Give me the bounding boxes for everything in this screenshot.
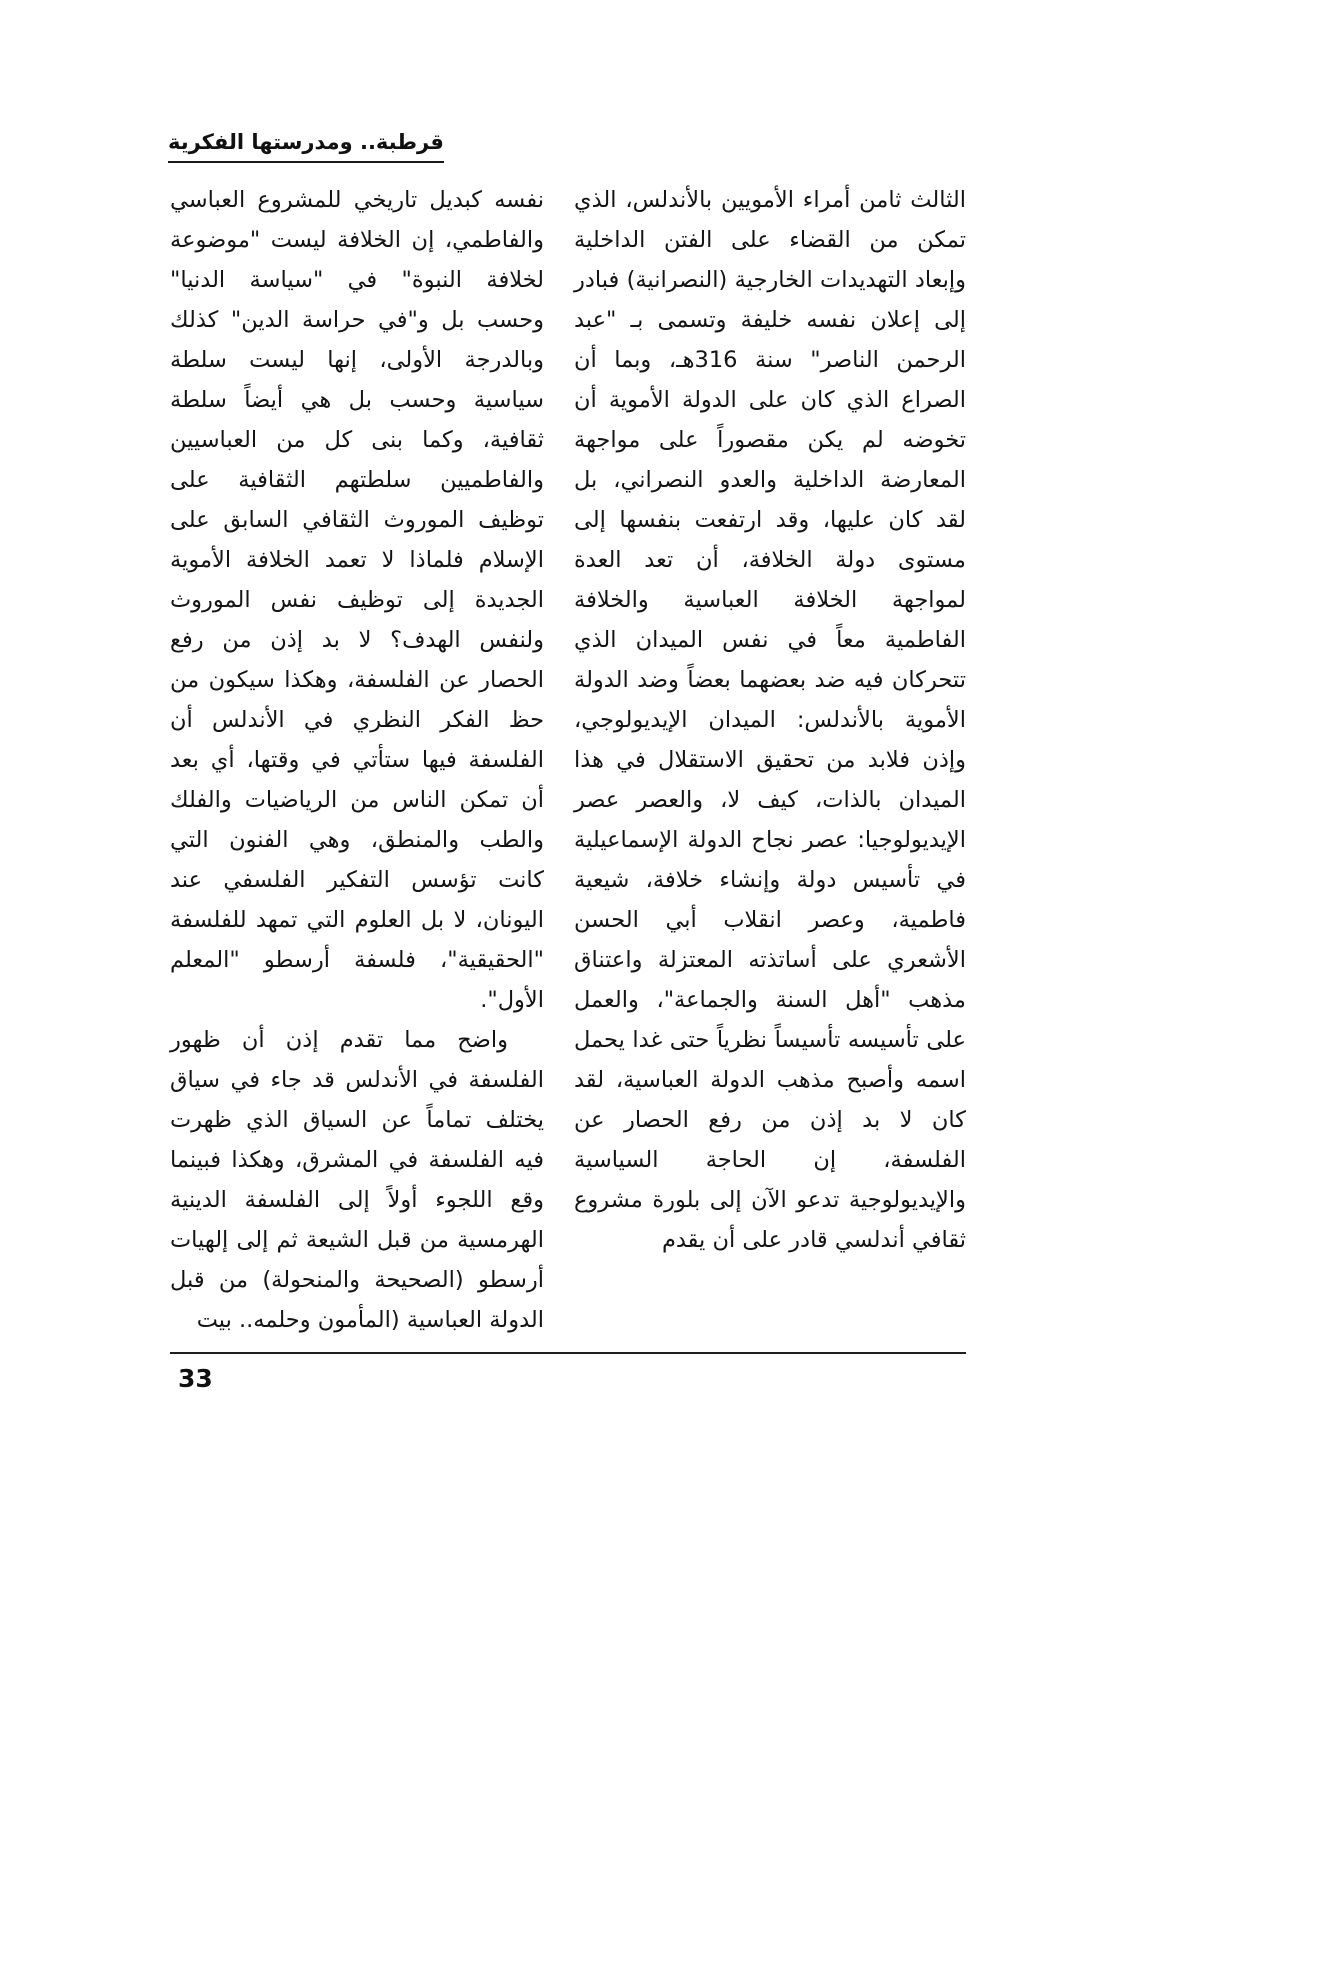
- page-number: 33: [178, 1364, 213, 1393]
- page-footer: [170, 1352, 966, 1393]
- footer-rule: [170, 1352, 966, 1354]
- paragraph-left-2: واضح مما تقدم إذن أن ظهور الفلسفة في الأندلس قد جاء في سياق يختلف تماماً عن السياق الذي ظهرت فيه الفلسفة في المشرق، وهكذا فبينما وقع اللجوء أولاً إلى الفلسفة الدينية الهرمسية من قبل الشيعة ثم إلى إلهيات أرسطو (الصحيحة والمنحولة) من قبل الدولة العباسية (المأمون وحلمه.. بيت: [170, 1027, 544, 1333]
- page-header: [168, 130, 444, 163]
- paragraph-right-1: الثالث ثامن أمراء الأمويين بالأندلس، الذي تمكن من القضاء على الفتن الداخلية وإبعاد التهديدات الخارجية (النصرانية) فبادر إلى إعلان نفسه خليفة وتسمى بـ "عبد الرحمن الناصر" سنة 316هـ، وبما أن الصراع الذي كان على الدولة الأموية أن تخوضه لم يكن مقصوراً على مواجهة المعارضة الداخلية والعدو النصراني، بل لقد كان عليها، وقد ارتفعت بنفسها إلى مستوى دولة الخلافة، أن تعد العدة لمواجهة الخلافة العباسية والخلافة الفاطمية معاً في نفس الميدان الذي تتحركان فيه ضد بعضهما بعضاً وضد الدولة الأموية بالأندلس: الميدان الإيديولوجي، وإذن فلابد من تحقيق الاستقلال في هذا الميدان بالذات، كيف لا، والعصر عصر الإيديولوجيا: عصر نجاح الدولة الإسماعيلية في تأسيس دولة وإنشاء خلافة، شيعية فاطمية، وعصر انقلاب أبي الحسن الأشعري على أساتذته المعتزلة واعتناق مذهب "أهل السنة والجماعة"، والعمل على تأسيسه تأسيساً نظرياً حتى غدا يحمل اسمه وأصبح مذهب الدولة العباسية، لقد كان لا بد إذن من رفع الحصار عن الفلسفة، إن الحاجة السياسية والإيديولوجية تدعو الآن إلى بلورة مشروع ثقافي أندلسي قادر على أن يقدم: [574, 187, 966, 1253]
- paragraph-left-1: نفسه كبديل تاريخي للمشروع العباسي والفاطمي، إن الخلافة ليست "موضوعة لخلافة النبوة" في "سياسة الدنيا" وحسب بل و"في حراسة الدين" كذلك وبالدرجة الأولى، إنها ليست سلطة سياسية وحسب بل هي أيضاً سلطة ثقافية، وكما بنى كل من العباسيين والفاطميين سلطتهم الثقافية على توظيف الموروث الثقافي السابق على الإسلام فلماذا لا تعمد الخلافة الأموية الجديدة إلى توظيف نفس الموروث ولنفس الهدف؟ لا بد إذن من رفع الحصار عن الفلسفة، وهكذا سيكون من حظ الفكر النظري في الأندلس أن الفلسفة فيها ستأتي في وقتها، أي بعد أن تمكن الناس من الرياضيات والفلك والطب والمنطق، وهي الفنون التي كانت تؤسس التفكير الفلسفي عند اليونان، لا بل العلوم التي تمهد للفلسفة "الحقيقية"، فلسفة أرسطو "المعلم الأول".: [170, 187, 544, 1013]
- column-left: [170, 180, 544, 1340]
- page-body: [170, 180, 966, 1340]
- column-right: [574, 180, 966, 1340]
- running-head-title: قرطبة.. ومدرستها الفكرية: [168, 130, 444, 163]
